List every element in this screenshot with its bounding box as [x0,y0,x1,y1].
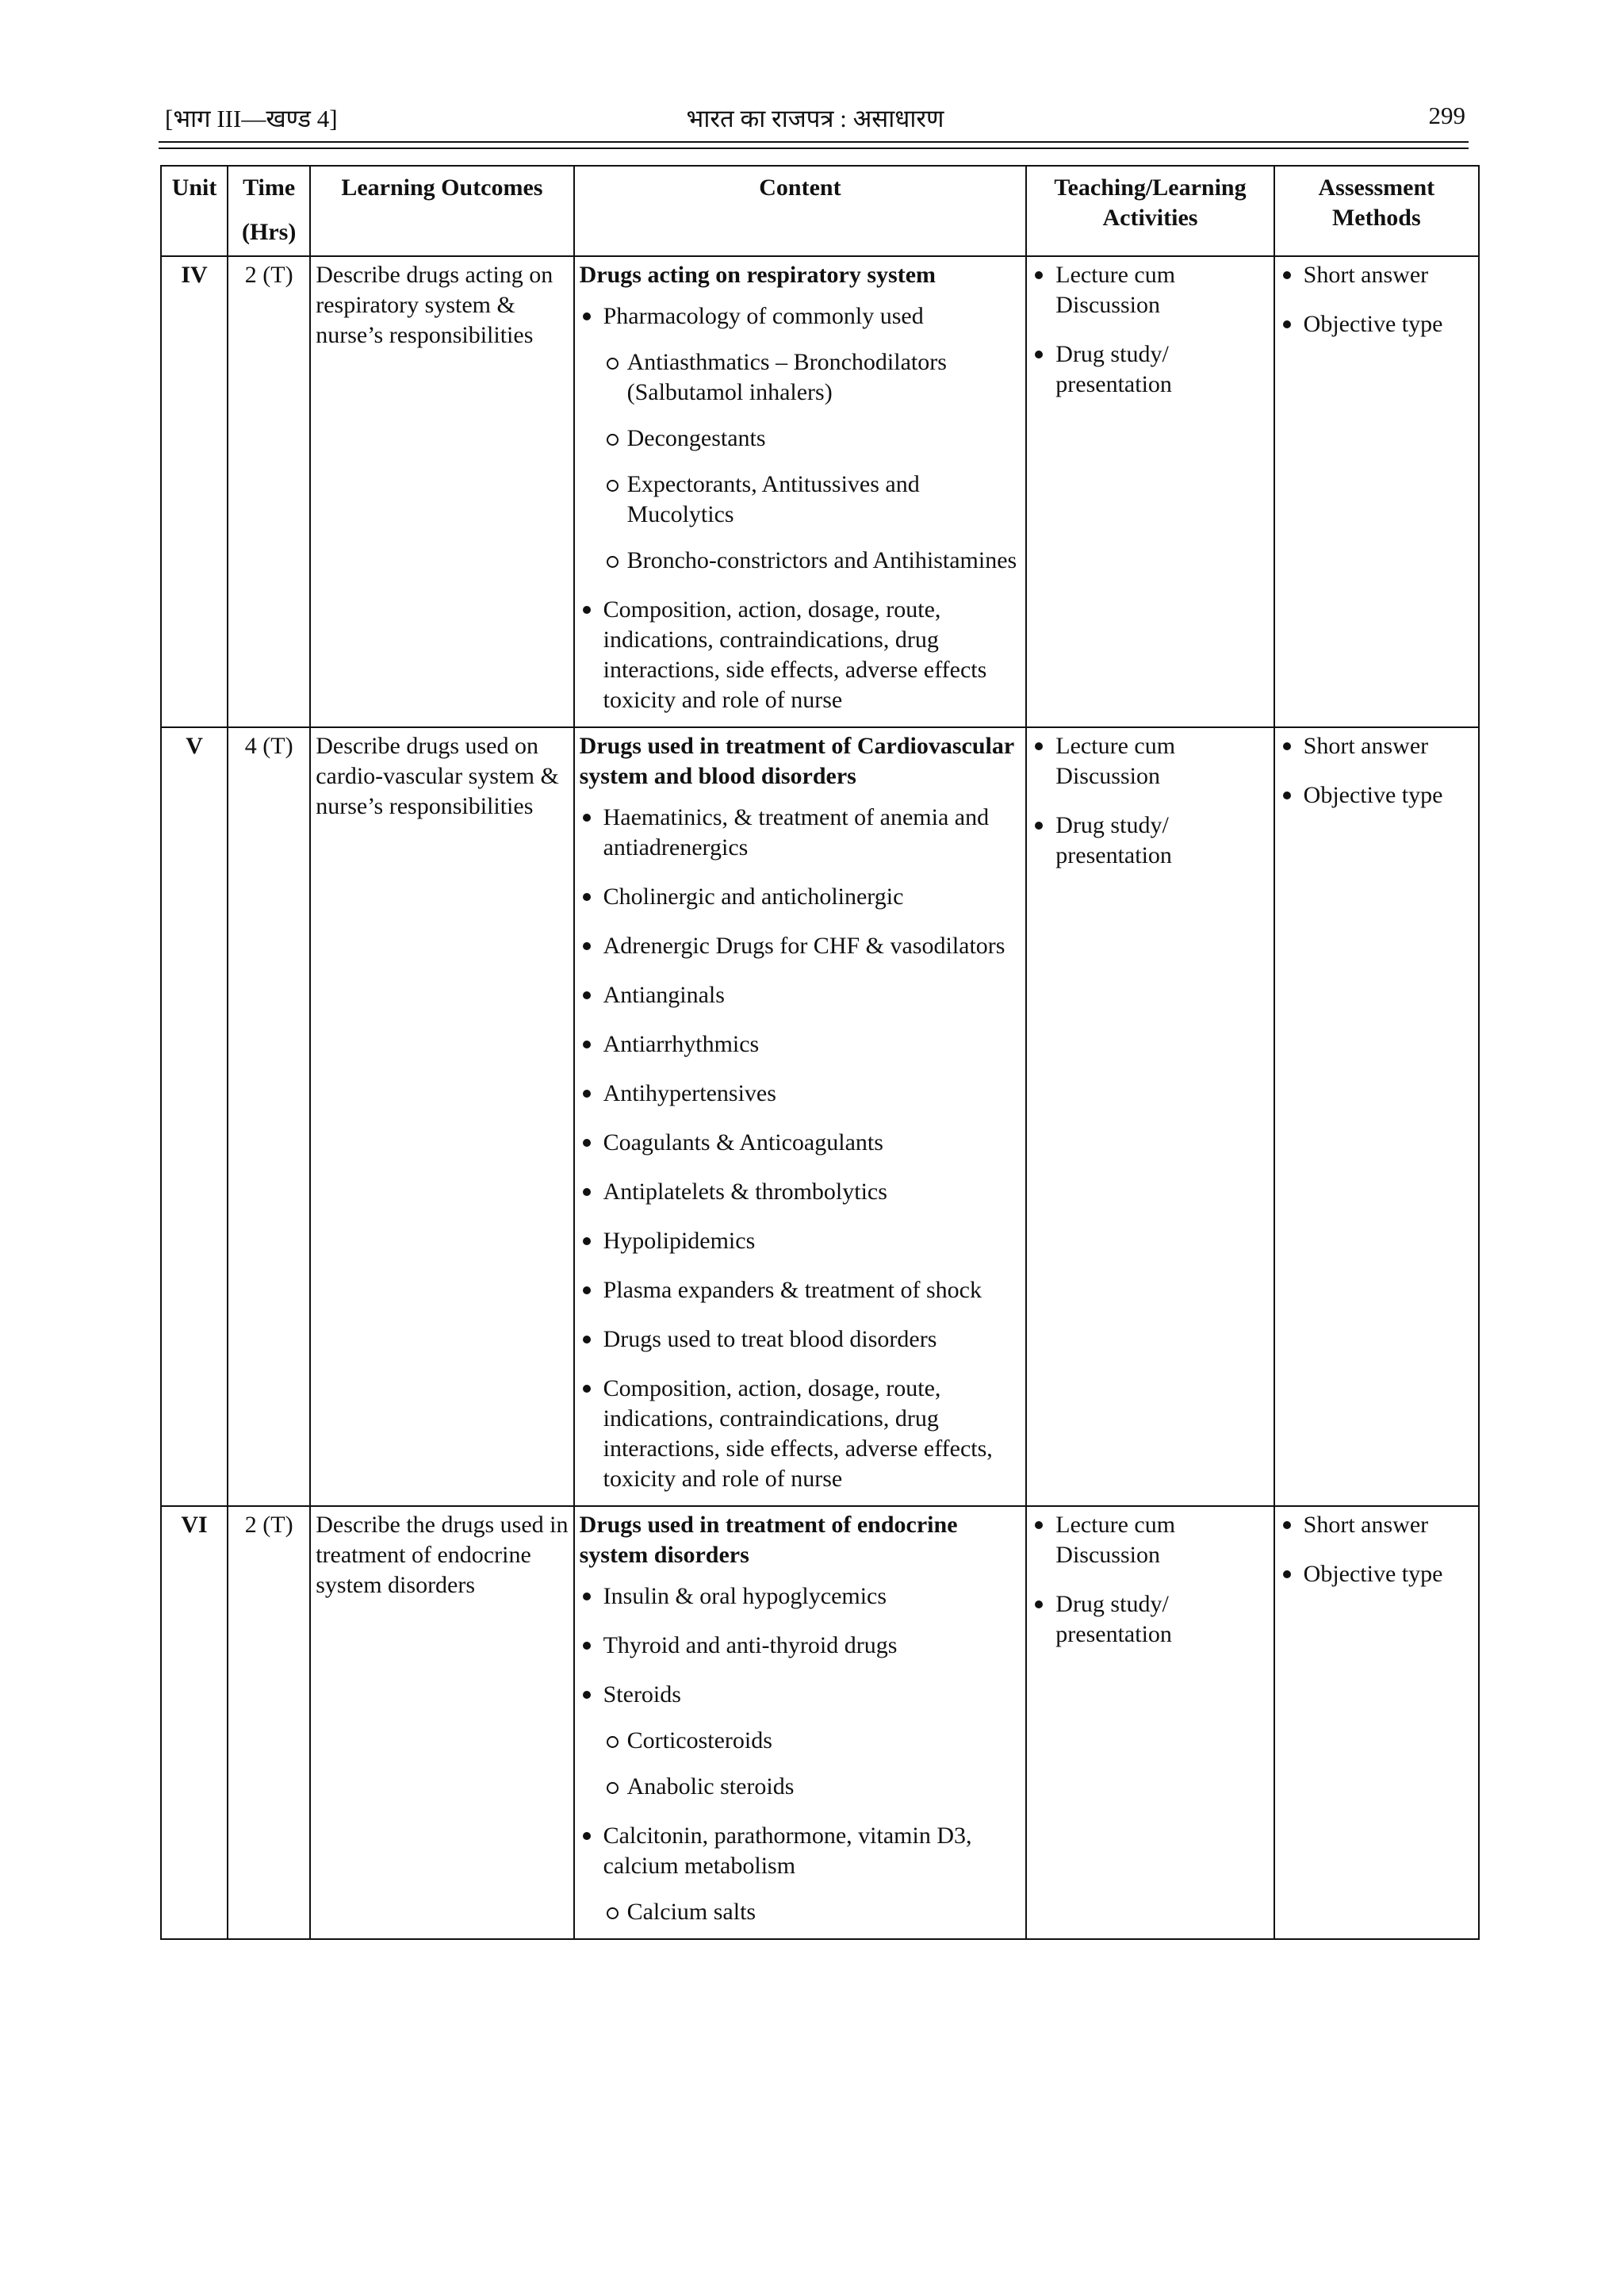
bullet-icon [583,1188,591,1196]
list-item [1280,1559,1473,1589]
unit-cell: VI [161,1506,228,1939]
list-item [1032,1589,1268,1650]
table-header-row [161,166,1479,256]
list-item [580,882,1021,912]
list-item [580,1374,1021,1494]
gazette-part-label: [भाग III—खण्ड 4] [165,105,338,132]
list-item [1032,339,1268,400]
time-unit-label: (Hrs) [242,219,297,245]
bullet-icon [1035,1521,1043,1529]
bullet-icon [1283,1570,1291,1578]
bullet-icon [1035,351,1043,358]
bullet-icon [583,1832,591,1840]
sub-list [603,1726,1021,1802]
content-list [580,1581,1021,1927]
list-item-text: Antiarrhythmics [603,1031,760,1057]
assessment-cell [1274,1506,1479,1939]
assessment-cell [1274,727,1479,1506]
bullet-icon [583,1336,591,1343]
assessment-text: Objective type [1303,1561,1443,1587]
circle-bullet-icon [607,480,619,492]
table-row [161,256,1479,727]
list-item [580,803,1021,863]
assessment-list [1280,731,1473,811]
list-item-text: Steroids [603,1681,681,1708]
list-item [1280,780,1473,811]
activities-cell [1026,256,1274,727]
sub-list-item [603,546,1021,576]
bullet-icon [1035,742,1043,750]
content-list [580,803,1021,1494]
list-item-text: Calcitonin, parathormone, vitamin D3, calcium metabolism [603,1823,972,1879]
time-cell: 2 (T) [228,256,310,727]
time-cell: 2 (T) [228,1506,310,1939]
list-item [580,1324,1021,1355]
list-item-text: Antianginals [603,982,725,1008]
bullet-icon [583,1642,591,1650]
time-label: Time [243,174,296,201]
bullet-icon [583,1139,591,1147]
circle-bullet-icon [607,434,619,446]
list-item [580,1631,1021,1661]
bullet-icon [583,1041,591,1048]
bullet-icon [583,814,591,822]
activities-cell [1026,727,1274,1506]
assessment-list [1280,260,1473,339]
bullet-icon [1035,271,1043,279]
bullet-icon [1283,792,1291,799]
activity-text: Drug study/ presentation [1055,341,1172,397]
sub-list-item-text: Expectorants, Antitussives and Mucolytics [626,471,920,527]
list-item [580,1079,1021,1109]
circle-bullet-icon [607,1782,619,1794]
bullet-icon [583,1286,591,1294]
list-item [580,1226,1021,1256]
unit-cell: IV [161,256,228,727]
activity-text: Drug study/ presentation [1055,1591,1172,1647]
content-title: Drugs used in treatment of Cardiovascular system and blood disorders [579,733,1014,789]
list-item [580,1680,1021,1802]
table-row [161,1506,1479,1939]
activities-cell [1026,1506,1274,1939]
assessment-text: Short answer [1303,733,1429,759]
time-cell: 4 (T) [228,727,310,1506]
list-item [1280,1510,1473,1540]
content-cell [574,256,1027,727]
list-item-text: Antihypertensives [603,1080,776,1106]
list-item-text: Adrenergic Drugs for CHF & vasodilators [603,933,1005,959]
sub-list-item [603,1897,1021,1927]
list-item-text: Thyroid and anti-thyroid drugs [603,1632,898,1658]
list-item [580,1029,1021,1060]
sub-list-item [603,1772,1021,1802]
assessment-cell [1274,256,1479,727]
list-item [1032,1510,1268,1570]
bullet-icon [1283,742,1291,750]
activities-list [1032,731,1268,871]
assessment-list [1280,1510,1473,1589]
column-header-learning-outcomes: Learning Outcomes [310,166,573,256]
list-item [580,980,1021,1010]
sub-list-item [603,347,1021,408]
bullet-icon [1283,320,1291,328]
gazette-title: भारत का राजपत्र : असाधारण [686,105,944,132]
bullet-icon [583,942,591,950]
activity-text: Lecture cum Discussion [1055,1512,1176,1568]
circle-bullet-icon [607,358,619,370]
learning-outcome-cell: Describe drugs acting on respiratory system & nurse’s responsibilities [310,256,573,727]
syllabus-table [160,165,1480,1940]
assessment-text: Objective type [1303,311,1443,337]
activity-text: Lecture cum Discussion [1055,262,1176,318]
content-cell [574,727,1027,1506]
bullet-icon [1035,822,1043,830]
learning-outcome-cell: Describe drugs used on cardio-vascular system & nurse’s responsibilities [310,727,573,1506]
bullet-icon [583,1691,591,1699]
page-header [165,102,1465,136]
sub-list-item [603,424,1021,454]
list-item [580,1128,1021,1158]
activities-list [1032,260,1268,400]
sub-list [603,1897,1021,1927]
page-number: 299 [1428,102,1465,129]
list-item-text: Composition, action, dosage, route, indications, contraindications, drug interactions, side effects, adverse effects toxicity and role of nurse [603,596,987,713]
list-item [580,1275,1021,1305]
list-item [580,1581,1021,1612]
content-title: Drugs used in treatment of endocrine system disorders [579,1512,958,1568]
circle-bullet-icon [607,556,619,568]
list-item [1280,731,1473,761]
assessment-text: Short answer [1303,262,1429,288]
activity-text: Lecture cum Discussion [1055,733,1176,789]
list-item-text: Antiplatelets & thrombolytics [603,1179,887,1205]
circle-bullet-icon [607,1736,619,1748]
bullet-icon [583,312,591,320]
table-row [161,727,1479,1506]
list-item [1280,260,1473,290]
bullet-icon [1035,1600,1043,1608]
column-header-activities: Teaching/Learning Activities [1026,166,1274,256]
bullet-icon [583,991,591,999]
learning-outcome-cell: Describe the drugs used in treatment of endocrine system disorders [310,1506,573,1939]
column-header-unit: Unit [161,166,228,256]
list-item [580,595,1021,715]
bullet-icon [583,1090,591,1098]
bullet-icon [583,1237,591,1245]
sub-list-item [603,470,1021,530]
list-item [580,931,1021,961]
activity-text: Drug study/ presentation [1055,812,1172,868]
activities-list [1032,1510,1268,1650]
content-list [580,301,1021,715]
list-item-text: Cholinergic and anticholinergic [603,884,904,910]
list-item-text: Coagulants & Anticoagulants [603,1129,883,1156]
bullet-icon [583,1385,591,1393]
sub-list [603,347,1021,576]
assessment-text: Short answer [1303,1512,1429,1538]
sub-list-item-text: Decongestants [626,425,766,451]
sub-list-item-text: Antiasthmatics – Bronchodilators (Salbutamol inhalers) [626,349,947,405]
list-item-text: Drugs used to treat blood disorders [603,1326,937,1352]
list-item [1032,731,1268,792]
bullet-icon [1283,1521,1291,1529]
unit-cell: V [161,727,228,1506]
list-item [580,1177,1021,1207]
list-item [1280,309,1473,339]
bullet-icon [1283,271,1291,279]
header-rule-bottom [159,148,1469,149]
list-item [1032,811,1268,871]
header-rule-top [159,141,1469,143]
assessment-text: Objective type [1303,782,1443,808]
sub-list-item-text: Broncho-constrictors and Antihistamines [626,547,1017,573]
bullet-icon [583,893,591,901]
column-header-assessment: Assessment Methods [1274,166,1479,256]
list-item [1032,260,1268,320]
circle-bullet-icon [607,1907,619,1919]
sub-list-item [603,1726,1021,1756]
column-header-content: Content [574,166,1027,256]
content-title: Drugs acting on respiratory system [579,262,936,288]
list-item-text: Pharmacology of commonly used [603,303,924,329]
list-item-text: Insulin & oral hypoglycemics [603,1583,887,1609]
sub-list-item-text: Calcium salts [626,1899,756,1925]
sub-list-item-text: Anabolic steroids [626,1773,795,1800]
bullet-icon [583,606,591,614]
list-item [580,301,1021,576]
list-item [580,1821,1021,1927]
column-header-time [228,166,310,256]
list-item-text: Haematinics, & treatment of anemia and antiadrenergics [603,804,990,861]
list-item-text: Hypolipidemics [603,1228,756,1254]
list-item-text: Plasma expanders & treatment of shock [603,1277,982,1303]
content-cell [574,1506,1027,1939]
sub-list-item-text: Corticosteroids [626,1727,772,1754]
bullet-icon [583,1593,591,1600]
list-item-text: Composition, action, dosage, route, indications, contraindications, drug interactions, side effects, adverse effects, toxicity and role of nurse [603,1375,993,1492]
